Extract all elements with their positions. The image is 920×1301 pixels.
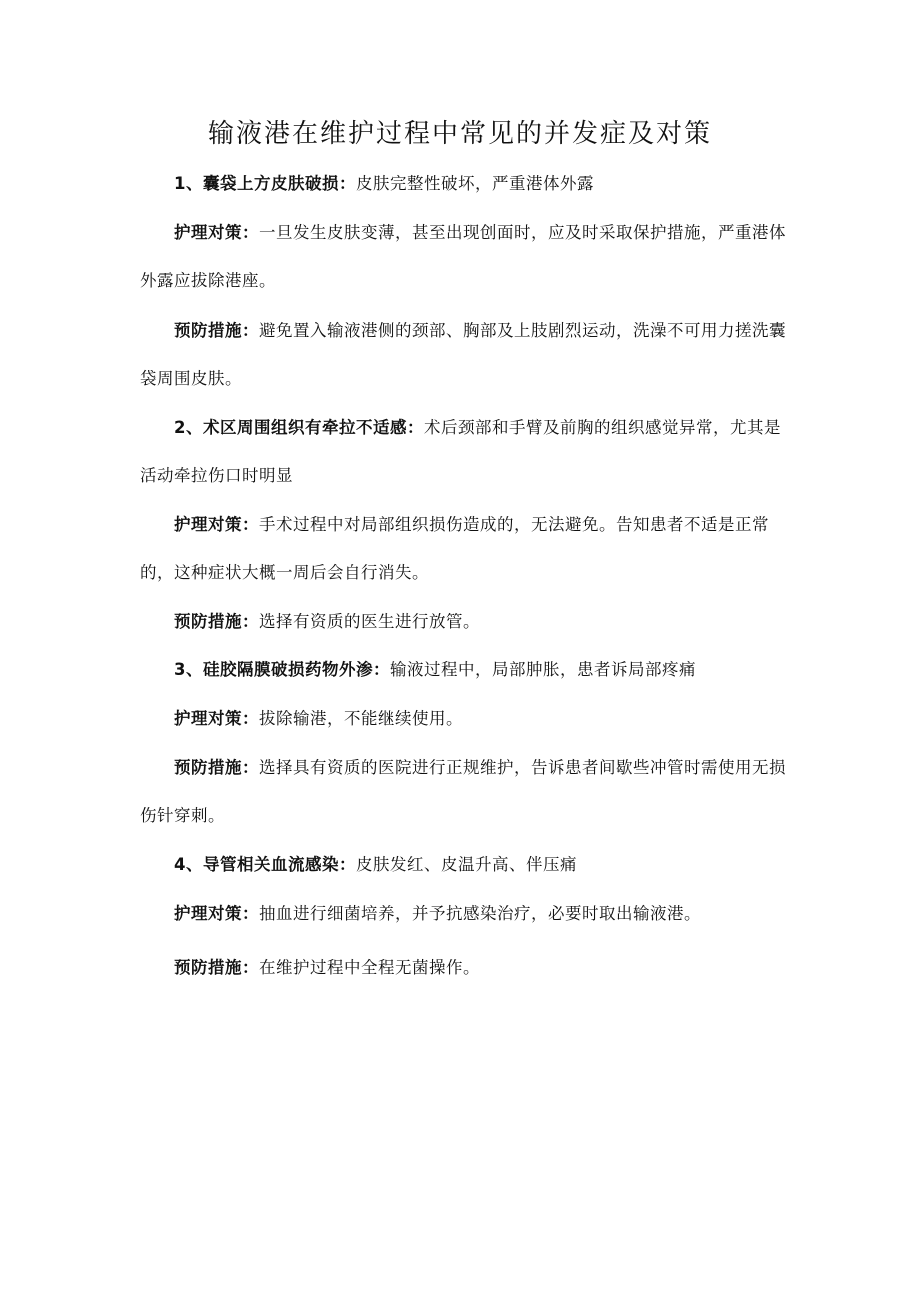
section-2-care-text: 手术过程中对局部组织损伤造成的，无法避免。告知患者不适是正常的，这种症状大概一周后会自行消失。 (140, 515, 769, 582)
section-2-heading-label: 2、术区周围组织有牵拉不适感： (174, 418, 424, 437)
section-1-heading (140, 160, 788, 208)
section-3-heading-label: 3、硅胶隔膜破损药物外渗： (174, 660, 390, 679)
section-4-care-text: 抽血进行细菌培养，并予抗感染治疗，必要时取出输液港。 (259, 904, 701, 923)
section-2-care-label: 护理对策： (174, 515, 259, 534)
section-2-prevent-text: 选择有资质的医生进行放管。 (259, 612, 480, 631)
section-3-prevent-label: 预防措施： (174, 758, 259, 777)
section-1-care-label: 护理对策： (174, 223, 259, 242)
section-4-prevent (140, 944, 788, 992)
section-4-prevent-text: 在维护过程中全程无菌操作。 (259, 958, 480, 977)
section-3-heading-text: 输液过程中，局部肿胀，患者诉局部疼痛 (389, 660, 696, 679)
section-3-heading (140, 646, 788, 694)
section-4-prevent-label: 预防措施： (174, 958, 259, 977)
section-2-care (140, 501, 788, 597)
section-1-prevent-label: 预防措施： (174, 321, 259, 340)
section-1-care (140, 209, 788, 305)
section-4-heading (140, 841, 788, 889)
section-1-heading-label: 1、囊袋上方皮肤破损： (174, 174, 356, 193)
document-title: 输液港在维护过程中常见的并发症及对策 (207, 119, 712, 149)
section-1-prevent (140, 307, 788, 403)
section-1-prevent-text: 避免置入输液港侧的颈部、胸部及上肢剧烈运动，洗澡不可用力搓洗囊袋周围皮肤。 (140, 321, 786, 388)
section-2-prevent-label: 预防措施： (174, 612, 259, 631)
section-3-care-text: 拔除输港，不能继续使用。 (259, 709, 463, 728)
section-4-heading-label: 4、导管相关血流感染： (174, 855, 356, 874)
section-3-care (140, 695, 788, 743)
section-1-care-text: 一旦发生皮肤变薄，甚至出现创面时，应及时采取保护措施，严重港体外露应拔除港座。 (140, 223, 786, 290)
section-3-care-label: 护理对策： (174, 709, 259, 728)
section-2-heading (140, 404, 788, 500)
section-4-heading-text: 皮肤发红、皮温升高、伴压痛 (355, 855, 577, 874)
section-3-prevent-text: 选择具有资质的医院进行正规维护，告诉患者间歇些冲管时需使用无损伤针穿刺。 (140, 758, 786, 825)
section-2-prevent (140, 598, 788, 646)
section-4-care-label: 护理对策： (174, 904, 259, 923)
section-2-heading-text: 术后颈部和手臂及前胸的组织感觉异常，尤其是活动牵拉伤口时明显 (140, 418, 781, 485)
section-1-heading-text: 皮肤完整性破坏，严重港体外露 (355, 174, 594, 193)
section-3-prevent (140, 744, 788, 840)
section-4-care (140, 890, 788, 938)
